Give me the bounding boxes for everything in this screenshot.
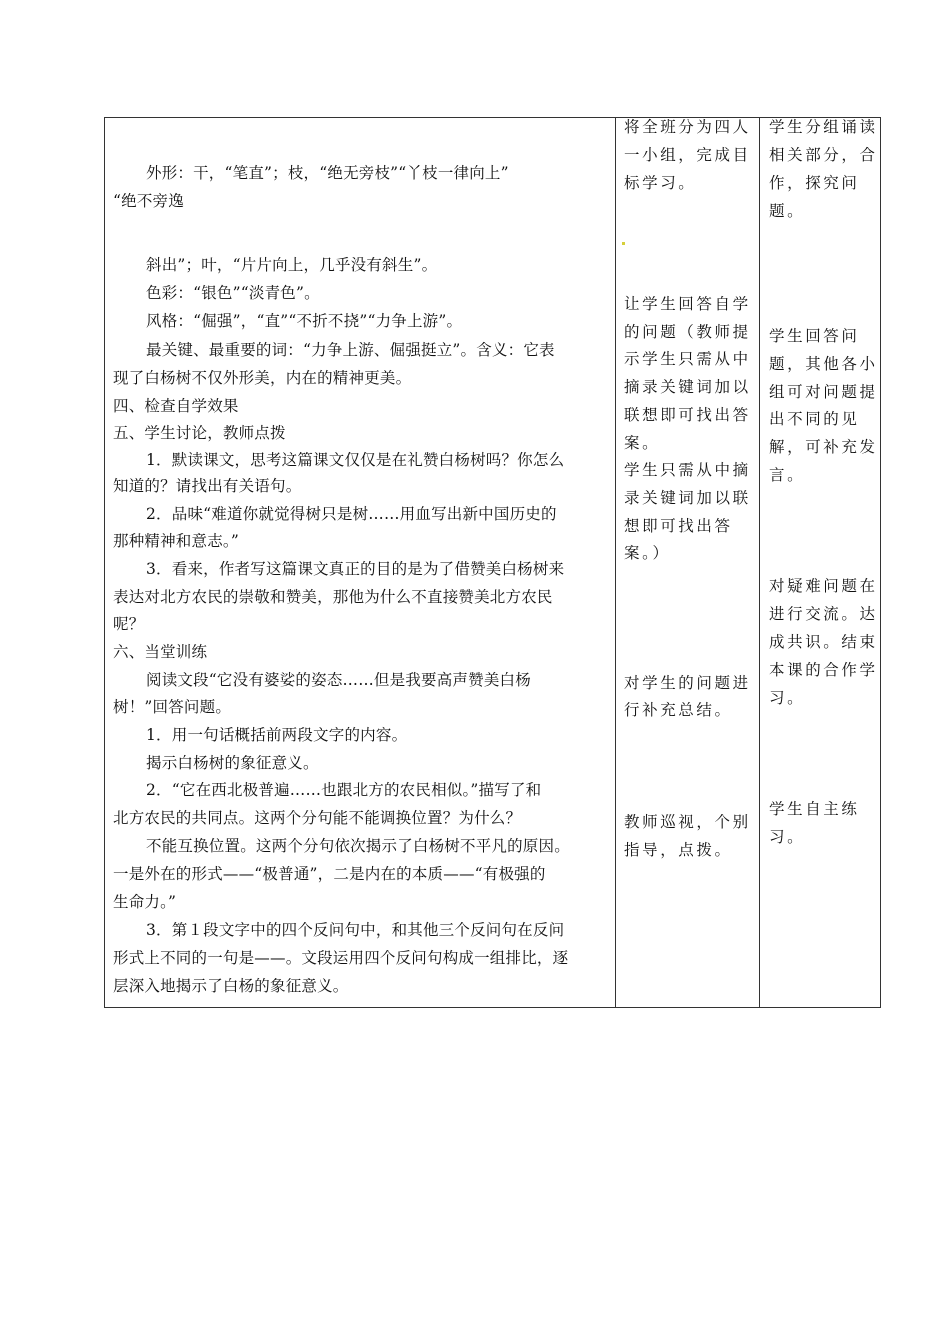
text-line: 风格：“倔强”，“直”“不折不挠”“力争上游”。: [146, 312, 463, 330]
text-line: 录关键词加以联: [624, 489, 751, 507]
text-line: 出不同的见: [769, 410, 860, 428]
text-line: 2．“它在西北极普遍……也跟北方的农民相似。”描写了和: [146, 781, 542, 799]
section-heading: 六、当堂训练: [113, 643, 208, 661]
text-line: 解，可补充发: [769, 438, 878, 456]
text-line: 案。）: [624, 544, 671, 562]
text-line: 让学生回答自学: [624, 295, 751, 313]
text-line: 层深入地揭示了白杨的象征意义。: [113, 977, 349, 995]
text-line: 知道的？请找出有关语句。: [113, 477, 302, 495]
text-line: 行补充总结。: [624, 701, 733, 719]
text-line: 表达对北方农民的崇敬和赞美，那他为什么不直接赞美北方农民: [113, 588, 553, 606]
text-line: 最关键、最重要的词：“力争上游、倔强挺立”。含义：它表: [146, 341, 555, 359]
text-line: 相关部分，合: [769, 146, 878, 164]
text-line: 案。: [624, 434, 661, 452]
text-line: 1．用一句话概括前两段文字的内容。: [146, 726, 408, 744]
text-line: 成共识。结束: [769, 633, 878, 651]
text-line: 现了白杨树不仅外形美，内在的精神更美。: [113, 369, 412, 387]
text-line: 2．品味“难道你就觉得树只是树……用血写出新中国历史的: [146, 505, 557, 523]
text-line: “绝不旁逸: [113, 192, 184, 210]
text-line: 习。: [769, 828, 806, 846]
section-heading: 四、检查自学效果: [113, 397, 239, 415]
text-line: 一是外在的形式——“极普通”，二是内在的本质——“有极强的: [113, 865, 546, 883]
text-line: 3．第１段文字中的四个反问句中，和其他三个反问句在反问: [146, 921, 565, 939]
text-line: 一小组，完成目: [624, 146, 751, 164]
text-line: 教师巡视，个别: [624, 813, 751, 831]
text-line: 北方农民的共同点。这两个分句能不能调换位置？为什么？: [113, 809, 522, 827]
text-line: 言。: [769, 466, 806, 484]
text-line: 题，其他各小: [769, 355, 878, 373]
text-line: 对学生的问题进: [624, 674, 751, 692]
text-line: 示学生只需从中: [624, 350, 751, 368]
text-line: 1．默读课文，思考这篇课文仅仅是在礼赞白杨树吗？你怎么: [146, 451, 565, 469]
text-line: 将全班分为四人: [624, 118, 751, 136]
text-line: 不能互换位置。这两个分句依次揭示了白杨树不平凡的原因。: [146, 837, 570, 855]
text-line: 标学习。: [624, 174, 697, 192]
text-line: 3．看来，作者写这篇课文真正的目的是为了借赞美白杨树来: [146, 560, 565, 578]
text-line: 学生回答问: [769, 327, 860, 345]
text-line: 学生只需从中摘: [624, 461, 751, 479]
text-line: 外形：干，“笔直”；枝，“绝无旁枝”“丫枝一律向上”: [146, 164, 509, 182]
text-line: 联想即可找出答: [624, 406, 751, 424]
section-heading: 五、学生讨论，教师点拨: [113, 424, 286, 442]
text-line: 揭示白杨树的象征意义。: [146, 754, 319, 772]
text-line: 斜出”；叶，“片片向上，几乎没有斜生”。: [146, 256, 438, 274]
text-line: 那种精神和意志。”: [113, 532, 239, 550]
text-line: 树！”回答问题。: [113, 698, 232, 716]
text-line: 形式上不同的一句是——。文段运用四个反问句构成一组排比，逐: [113, 949, 569, 967]
text-line: 的问题（教师提: [624, 323, 751, 341]
text-line: 想即可找出答: [624, 517, 733, 535]
text-line: 色彩：“银色”“淡青色”。: [146, 284, 320, 302]
text-line: 学生自主练: [769, 800, 860, 818]
marker-dot: [622, 242, 625, 245]
text-line: 作，探究问: [769, 174, 860, 192]
text-line: 指导，点拨。: [624, 841, 733, 859]
text-line: 阅读文段“它没有婆娑的姿态……但是我要高声赞美白杨: [146, 671, 531, 689]
text-line: 习。: [769, 689, 806, 707]
text-line: 进行交流。达: [769, 605, 878, 623]
text-line: 生命力。”: [113, 893, 177, 911]
column-divider-right: [759, 118, 760, 1007]
text-line: 学生分组诵读: [769, 118, 878, 136]
text-line: 摘录关键词加以: [624, 378, 751, 396]
text-line: 对疑难问题在: [769, 577, 878, 595]
text-line: 呢？: [113, 615, 145, 633]
column-divider-left: [615, 118, 616, 1007]
text-line: 题。: [769, 202, 806, 220]
text-line: 本课的合作学: [769, 661, 878, 679]
text-line: 组可对问题提: [769, 383, 878, 401]
